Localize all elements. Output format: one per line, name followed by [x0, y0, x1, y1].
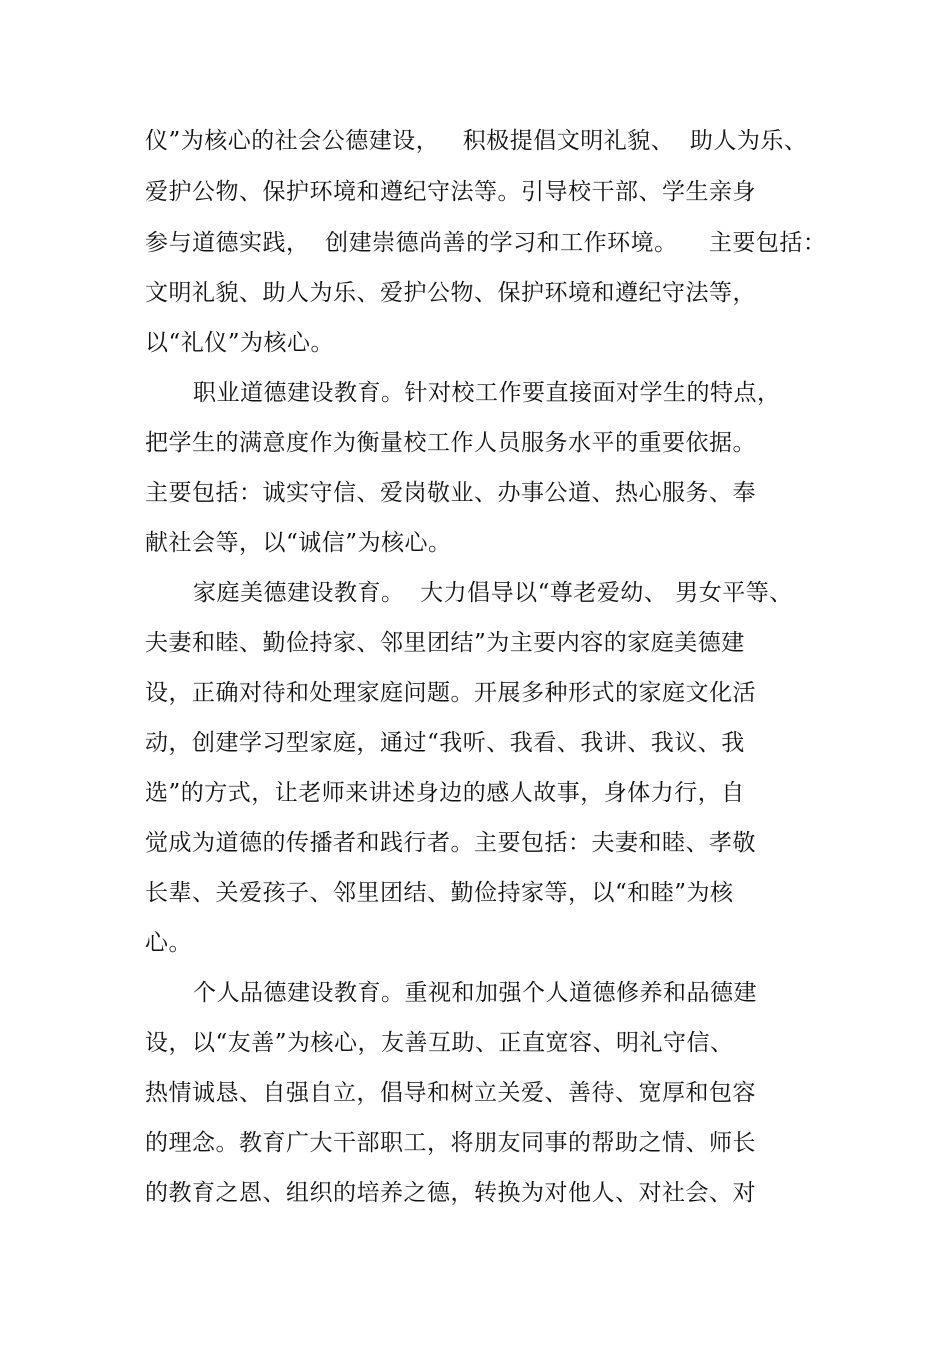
text-line: 的理念。教育广大干部职工，将朋友同事的帮助之情、师长 [145, 1130, 756, 1156]
text-line: 长辈、关爱孩子、邻里团结、勤俭持家等，以“和睦”为核 [145, 880, 734, 906]
text-line: 觉成为道德的传播者和践行者。主要包括：夫妻和睦、孝敬 [145, 830, 756, 856]
text-line: 动，创建学习型家庭，通过“我听、我看、我讲、我议、我 [145, 730, 745, 756]
text-line: 把学生的满意度作为衡量校工作人员服务水平的重要依据。 [145, 430, 756, 456]
text-line: 热情诚恳、自强自立，倡导和树立关爱、善待、宽厚和包容 [145, 1080, 756, 1106]
paragraph-heading-line: 个人品德建设教育。重视和加强个人道德修养和品德建 [193, 980, 757, 1006]
text-line: 献社会等，以“诚信”为核心。 [145, 530, 452, 556]
paragraph-heading-line: 职业道德建设教育。针对校工作要直接面对学生的特点， [193, 380, 781, 406]
text-line: 文明礼貌、助人为乐、爱护公物、保护环境和遵纪守法等， [145, 280, 756, 306]
text-line: 以“礼仪”为核心。 [145, 330, 335, 356]
text-line: 选”的方式，让老师来讲述身边的感人故事，身体力行，自 [145, 780, 745, 806]
text-line: 心。 [145, 930, 192, 956]
text-line: 设，以“友善”为核心，友善互助、正直宽容、明礼守信、 [145, 1030, 734, 1056]
text-line: 的教育之恩、组织的培养之德，转换为对他人、对社会、对 [145, 1180, 756, 1206]
paragraph-heading-line: 家庭美德建设教育。 大力倡导以“尊老爱幼、 男女平等、 [193, 580, 793, 606]
text-line: 主要包括：诚实守信、爱岗敬业、办事公道、热心服务、奉 [145, 480, 756, 506]
text-line: 爱护公物、保护环境和遵纪守法等。引导校干部、学生亲身 [145, 179, 756, 205]
text-line: 夫妻和睦、勤俭持家、邻里团结”为主要内容的家庭美德建 [145, 630, 745, 656]
text-line: 参与道德实践， 创建崇德尚善的学习和工作环境。 主要包括： [145, 230, 827, 256]
text-line: 设，正确对待和处理家庭问题。开展多种形式的家庭文化活 [145, 680, 756, 706]
text-line: 仪”为核心的社会公德建设， 积极提倡文明礼貌、 助人为乐、 [145, 128, 808, 154]
